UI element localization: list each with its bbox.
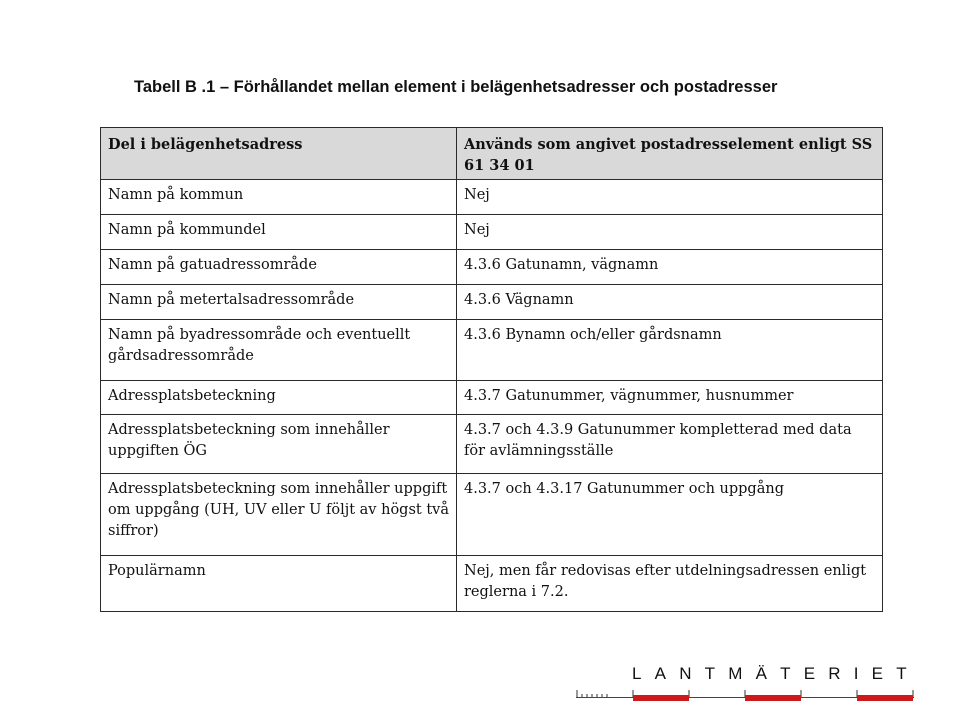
table-row bbox=[101, 320, 883, 381]
address-part-cell: Namn på kommundel bbox=[101, 215, 457, 250]
address-part-cell: Namn på kommun bbox=[101, 180, 457, 215]
table-row bbox=[101, 556, 883, 612]
scale-bar-red-segment bbox=[745, 695, 801, 701]
table-row bbox=[101, 250, 883, 285]
table-row bbox=[101, 415, 883, 474]
postal-element-cell: 4.3.7 och 4.3.9 Gatunummer kompletterad med data för avlämningsställe bbox=[457, 415, 883, 474]
postal-element-cell: 4.3.6 Vägnamn bbox=[457, 285, 883, 320]
postal-element-cell: Nej bbox=[457, 180, 883, 215]
page-title: Tabell B .1 – Förhållandet mellan element i belägenhetsadresser och postadresser bbox=[134, 78, 778, 96]
address-part-cell: Adressplatsbeteckning som innehåller uppgift om uppgång (UH, UV eller U följt av högst två siffror) bbox=[101, 474, 457, 556]
column-header-postal-element: Används som angivet postadresselement enligt SS 61 34 01 bbox=[457, 128, 883, 180]
address-part-cell: Populärnamn bbox=[101, 556, 457, 612]
address-part-cell: Adressplatsbeteckning som innehåller uppgiften ÖG bbox=[101, 415, 457, 474]
address-part-cell: Namn på metertalsadressområde bbox=[101, 285, 457, 320]
address-part-cell: Namn på gatuadressområde bbox=[101, 250, 457, 285]
table-row bbox=[101, 180, 883, 215]
address-elements-table bbox=[100, 127, 883, 612]
postal-element-cell: 4.3.7 och 4.3.17 Gatunummer och uppgång bbox=[457, 474, 883, 556]
column-header-address-part: Del i belägenhetsadress bbox=[101, 128, 457, 180]
postal-element-cell: Nej bbox=[457, 215, 883, 250]
scale-bar-red-segment bbox=[633, 695, 689, 701]
table-header-row bbox=[101, 128, 883, 180]
table-row bbox=[101, 381, 883, 415]
address-part-cell: Adressplatsbeteckning bbox=[101, 381, 457, 415]
address-part-cell: Namn på byadressområde och eventuellt gårdsadressområde bbox=[101, 320, 457, 381]
table-row bbox=[101, 215, 883, 250]
scale-bar-red-segment bbox=[857, 695, 913, 701]
lantmateriet-logo-text: LANTMÄTERIET bbox=[632, 664, 920, 683]
table-row bbox=[101, 285, 883, 320]
postal-element-cell: 4.3.7 Gatunummer, vägnummer, husnummer bbox=[457, 381, 883, 415]
postal-element-cell: 4.3.6 Gatunamn, vägnamn bbox=[457, 250, 883, 285]
table-row bbox=[101, 474, 883, 556]
postal-element-cell: 4.3.6 Bynamn och/eller gårdsnamn bbox=[457, 320, 883, 381]
scale-bar-logo bbox=[576, 690, 914, 702]
postal-element-cell: Nej, men får redovisas efter utdelningsadressen enligt reglerna i 7.2. bbox=[457, 556, 883, 612]
